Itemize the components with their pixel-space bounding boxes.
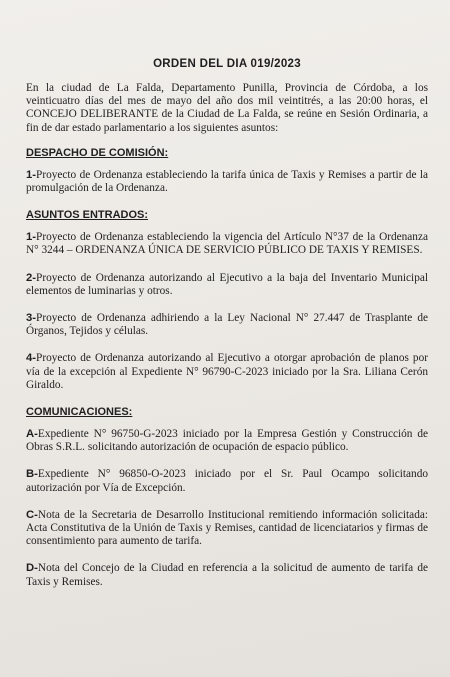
item-number: 1- [26, 168, 37, 181]
item-text: Expediente N° 96750-G-2023 iniciado por la Empresa Gestión y Construcción de Obras S.R.L. solicitando autorización de ocupación de espacio público. [26, 428, 428, 454]
list-item [26, 509, 428, 549]
section-heading-comunicaciones: COMUNICACIONES: [26, 406, 133, 419]
list-item [26, 169, 428, 195]
item-text: Proyecto de Ordenanza estableciendo la tarifa única de Taxis y Remises a partir de la promulgación de la Ordenanza. [26, 168, 428, 195]
list-item [26, 428, 428, 454]
section-heading-despacho: DESPACHO DE COMISIÓN: [26, 146, 169, 159]
section-heading-asuntos: ASUNTOS ENTRADOS: [26, 209, 149, 222]
item-text: Nota de la Secretaria de Desarrollo Institucional remitiendo información solicitada: Acta Constitutiva de la Unión de Taxis y Remises, cantidad de licenciatarios y firmas de consentimiento para aumento de tarifa. [26, 508, 428, 548]
list-item [26, 352, 428, 392]
document-title: ORDEN DEL DIA 019/2023 [153, 58, 301, 70]
item-number: D- [26, 562, 38, 575]
item-text: Nota del Concejo de la Ciudad en referencia a la solicitud de aumento de tarifa de Taxis y Remises. [26, 562, 428, 588]
item-number: A- [26, 428, 38, 441]
list-item [26, 562, 428, 588]
item-number: 2- [26, 271, 37, 284]
item-text: Expediente N° 96850-O-2023 iniciado por el Sr. Paul Ocampo solicitando autorización por Vía de Excepción. [26, 468, 428, 494]
item-text: Proyecto de Ordenanza autorizando al Ejecutivo a la baja del Inventario Municipal elementos de luminarias y otros. [26, 271, 428, 297]
item-number: 4- [26, 352, 37, 365]
item-text: Proyecto de Ordenanza autorizando al Ejecutivo a otorgar aprobación de planos por vía de la excepción al Expediente N° 96790-C-2023 iniciado por la Sra. Liliana Cerón Giraldo. [26, 352, 428, 391]
list-item [26, 231, 428, 257]
item-number: 3- [26, 312, 37, 325]
list-item [26, 312, 428, 338]
item-number: C- [26, 508, 38, 521]
list-item [26, 468, 428, 494]
intro-paragraph: En la ciudad de La Falda, Departamento Punilla, Provincia de Córdoba, a los veinticuatro días del mes de mayo del año dos mil veintitrés, a las 20:00 horas, el CONCEJO DELIBERANTE de la Ciudad de La Falda, se reúne en Sesión Ordinaria, a fin de dar estado parlamentario a los siguientes asuntos: [26, 82, 428, 134]
list-item [26, 272, 428, 298]
item-text: Proyecto de Ordenanza estableciendo la vigencia del Artículo N°37 de la Ordenanza N° 3244 – ORDENANZA ÚNICA DE SERVICIO PÚBLICO DE TAXIS Y REMISES. [26, 231, 428, 257]
item-number: B- [26, 468, 38, 481]
item-number: 1- [26, 231, 37, 244]
item-text: Proyecto de Ordenanza adhiriendo a la Ley Nacional N° 27.447 de Trasplante de Órganos, Tejidos y células. [26, 312, 428, 338]
